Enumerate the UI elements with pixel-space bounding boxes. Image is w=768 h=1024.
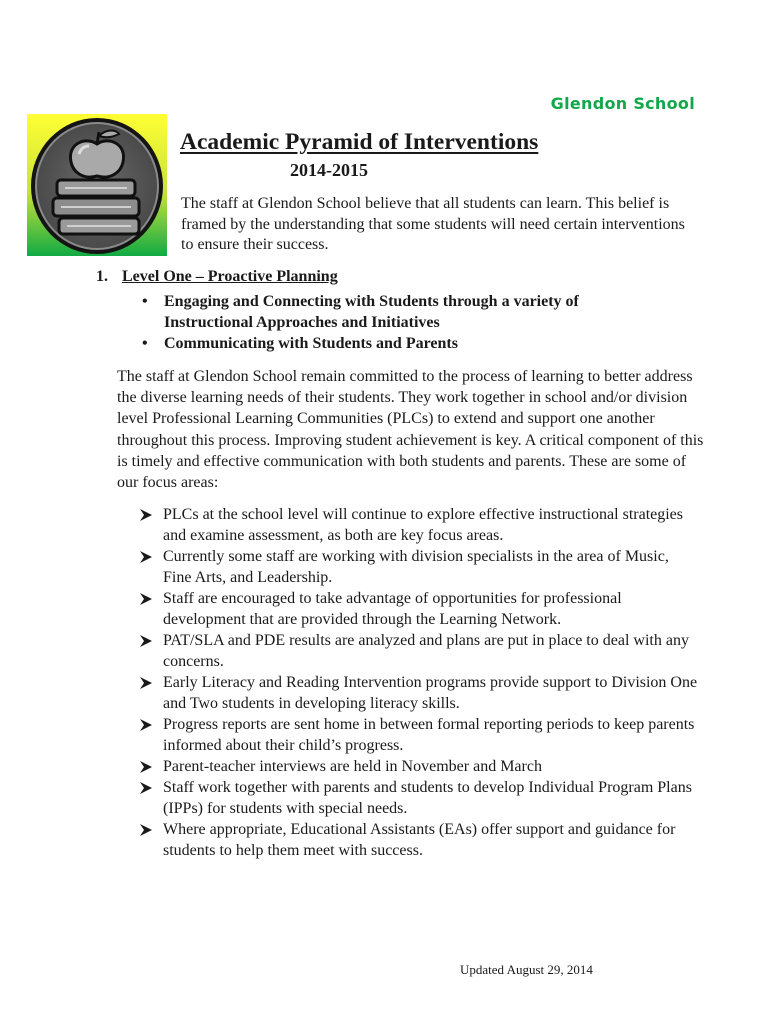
arrow-bullet-icon: [140, 635, 152, 647]
list-item: [140, 291, 660, 333]
focus-area-text: PAT/SLA and PDE results are analyzed and plans are put in place to deal with any concerns.: [163, 632, 689, 670]
arrow-bullet-icon: [140, 509, 152, 521]
arrow-bullet-icon: [140, 551, 152, 563]
list-item: [140, 630, 700, 672]
arrow-bullet-icon: [140, 593, 152, 605]
list-item: [140, 756, 700, 777]
focus-area-text: Parent-teacher interviews are held in November and March: [163, 758, 542, 775]
list-item: [140, 333, 660, 354]
arrow-bullet-icon: [140, 719, 152, 731]
level-one-paragraph: The staff at Glendon School remain committed to the process of learning to better address the diverse learning needs of their students. They work together in school and/or division level Professional Learning Communities (PLCs) to extend and support one another throughout this process. Improving student achievement is key. A critical component of this is timely and effective communication with both students and parents. These are some of our focus areas:: [117, 368, 704, 492]
focus-areas-list: [140, 504, 700, 861]
list-item: [140, 504, 700, 546]
section-number: 1.: [96, 268, 108, 285]
page-title: Academic Pyramid of Interventions: [180, 129, 539, 155]
intro-paragraph: The staff at Glendon School believe that all students can learn. This belief is framed by the understanding that some students will need certain interventions to ensure their success.: [181, 195, 685, 253]
focus-area-text: Early Literacy and Reading Intervention programs provide support to Division One and Two students in developing literacy skills.: [163, 674, 698, 712]
list-item: [140, 714, 700, 756]
arrow-bullet-icon: [140, 782, 152, 794]
list-item: [140, 672, 700, 714]
bullet-text: Communicating with Students and Parents: [164, 335, 458, 352]
bullet-text: Engaging and Connecting with Students through a variety of Instructional Approaches and Initiatives: [164, 293, 579, 331]
list-item: [140, 588, 700, 630]
focus-area-text: Staff work together with parents and students to develop Individual Program Plans (IPPs) for students with special needs.: [163, 779, 692, 817]
focus-area-text: Staff are encouraged to take advantage of opportunities for professional development that are provided through the Learning Network.: [163, 590, 622, 628]
bullet-icon: •: [142, 335, 148, 352]
focus-area-text: PLCs at the school level will continue to explore effective instructional strategies and examine assessment, as both are key focus areas.: [163, 506, 684, 544]
section-title: Level One – Proactive Planning: [122, 268, 338, 285]
arrow-bullet-icon: [140, 761, 152, 773]
list-item: [140, 819, 700, 861]
list-item: [140, 777, 700, 819]
updated-date: Updated August 29, 2014: [460, 962, 593, 977]
arrow-bullet-icon: [140, 677, 152, 689]
level-one-heading: [96, 268, 338, 286]
bullet-icon: •: [142, 293, 148, 310]
books-and-apple-icon: [27, 114, 167, 256]
school-name: Glendon School: [550, 94, 695, 113]
list-item: [140, 546, 700, 588]
arrow-bullet-icon: [140, 824, 152, 836]
level-one-bullets: [140, 291, 660, 354]
focus-area-text: Currently some staff are working with division specialists in the area of Music, Fine Arts, and Leadership.: [163, 548, 669, 586]
school-year: 2014-2015: [290, 160, 368, 180]
focus-area-text: Progress reports are sent home in between formal reporting periods to keep parents informed about their child’s progress.: [163, 716, 695, 754]
focus-area-text: Where appropriate, Educational Assistants (EAs) offer support and guidance for students to help them meet with success.: [163, 821, 676, 859]
